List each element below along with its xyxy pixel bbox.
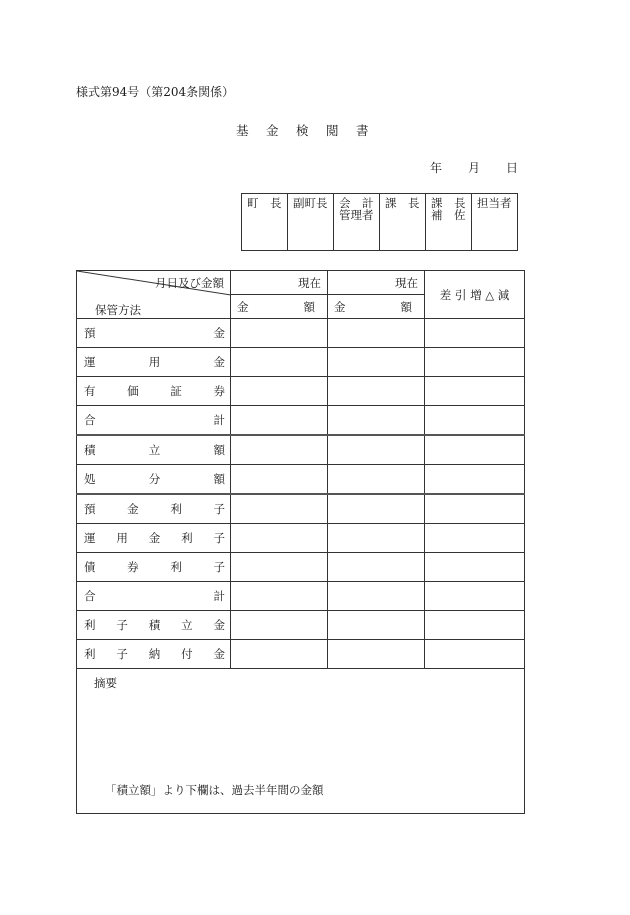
summary-cell <box>77 669 525 814</box>
diff-cell[interactable] <box>425 640 525 669</box>
form-number: 様式第94号（第204条関係） <box>76 85 235 99</box>
diff-cell[interactable] <box>425 319 525 348</box>
table-row <box>77 348 525 377</box>
approval-cell <box>242 194 288 251</box>
table-row <box>77 465 525 495</box>
summary-label: 摘要 <box>94 676 117 690</box>
row-label-char: 証 <box>170 384 182 398</box>
approval-label: 管理者 <box>339 208 374 222</box>
row-label-char: 金 <box>213 618 225 632</box>
row-label-char: 券 <box>213 384 225 398</box>
row-label-char: 立 <box>181 618 193 632</box>
approval-label: 副町長 <box>293 196 328 210</box>
fund-table <box>76 270 525 814</box>
date-line <box>430 159 518 176</box>
row-label-cell <box>77 640 231 669</box>
row-label-char: 有 <box>84 384 96 398</box>
row-label-char: 券 <box>127 560 139 574</box>
amount-cell[interactable] <box>328 611 425 640</box>
amount-cell[interactable] <box>231 348 328 377</box>
row-label-char: 利 <box>84 618 96 632</box>
diff-cell[interactable] <box>425 611 525 640</box>
col-header-now1: 現在 <box>231 271 328 295</box>
amount-cell[interactable] <box>328 435 425 465</box>
row-label-char: 金 <box>213 647 225 661</box>
amount-cell[interactable] <box>328 553 425 582</box>
approval-cell <box>472 194 518 251</box>
approval-cell <box>288 194 334 251</box>
row-label-char: 子 <box>116 618 128 632</box>
amount-cell[interactable] <box>328 319 425 348</box>
row-label-char: 利 <box>181 531 193 545</box>
row-label-char: 積 <box>84 443 96 457</box>
amount-cell[interactable] <box>328 582 425 611</box>
row-label-char: 付 <box>181 647 193 661</box>
row-label-char: 利 <box>84 647 96 661</box>
diag-bottom-label: 保管方法 <box>95 303 141 317</box>
row-label-char: 子 <box>213 502 225 516</box>
diagonal-header-cell <box>77 271 231 319</box>
row-label-cell <box>77 319 231 348</box>
table-row <box>77 611 525 640</box>
row-label-cell <box>77 611 231 640</box>
row-label-cell <box>77 348 231 377</box>
amount-cell[interactable] <box>231 582 328 611</box>
footnote: 「積立額」より下欄は、過去半年間の金額 <box>105 783 324 797</box>
row-label-char: 金 <box>127 502 139 516</box>
diff-cell[interactable] <box>425 553 525 582</box>
row-label-char: 債 <box>84 560 96 574</box>
amount-label: 額 <box>400 299 412 314</box>
row-label-char: 積 <box>148 618 161 632</box>
row-label-cell <box>77 406 231 436</box>
diff-cell[interactable] <box>425 494 525 524</box>
amount-cell[interactable] <box>328 465 425 495</box>
diff-cell[interactable] <box>425 406 525 436</box>
approval-label: 補 佐 <box>431 208 466 222</box>
row-label-cell <box>77 582 231 611</box>
approval-label: 課 長 <box>431 196 466 210</box>
table-row <box>77 553 525 582</box>
row-label-char: 子 <box>116 647 128 661</box>
row-label-char: 金 <box>213 355 225 369</box>
table-row <box>77 640 525 669</box>
amount-cell[interactable] <box>231 465 328 495</box>
title-char: 閲 <box>326 123 339 138</box>
row-label-char: 利 <box>170 560 182 574</box>
document-title <box>236 121 386 139</box>
row-label-char: 価 <box>127 384 139 398</box>
amount-cell[interactable] <box>231 406 328 436</box>
amount-cell[interactable] <box>328 377 425 406</box>
table-row <box>77 524 525 553</box>
amount-label: 額 <box>303 299 315 314</box>
row-label-char: 処 <box>84 472 96 486</box>
amount-cell[interactable] <box>328 406 425 436</box>
row-label-char: 立 <box>148 443 161 457</box>
row-label-char: 分 <box>148 472 161 486</box>
row-label-cell <box>77 524 231 553</box>
approval-cell <box>426 194 472 251</box>
title-char: 検 <box>296 123 309 138</box>
table-body <box>77 319 525 669</box>
approval-label: 町 長 <box>247 196 282 210</box>
row-label-char: 子 <box>213 560 225 574</box>
diag-top-label: 月日及び金額 <box>155 276 224 290</box>
amount-cell[interactable] <box>231 524 328 553</box>
date-year: 年 <box>430 161 443 175</box>
amount-cell[interactable] <box>231 611 328 640</box>
diff-cell[interactable] <box>425 348 525 377</box>
row-label-char: 合 <box>84 413 96 427</box>
amount-header-cell <box>328 295 425 319</box>
approval-label: 会 計 <box>339 196 374 210</box>
amount-cell[interactable] <box>328 348 425 377</box>
diff-cell[interactable] <box>425 435 525 465</box>
amount-label: 金 <box>334 299 346 314</box>
amount-cell[interactable] <box>231 553 328 582</box>
table-row <box>77 494 525 524</box>
amount-label: 金 <box>237 299 249 314</box>
approval-stamp-table <box>241 193 518 251</box>
amount-cell[interactable] <box>231 640 328 669</box>
diff-cell[interactable] <box>425 524 525 553</box>
table-row <box>77 406 525 436</box>
approval-label: 担当者 <box>477 196 512 210</box>
table-row <box>77 435 525 465</box>
table-row <box>77 582 525 611</box>
table-row <box>77 319 525 348</box>
row-label-char: 金 <box>148 531 161 545</box>
amount-cell[interactable] <box>231 319 328 348</box>
approval-cell <box>380 194 426 251</box>
row-label-cell <box>77 465 231 495</box>
row-label-char: 預 <box>84 326 96 340</box>
row-label-char: 額 <box>213 472 225 486</box>
row-label-char: 計 <box>213 589 225 603</box>
row-label-char: 計 <box>213 413 225 427</box>
row-label-char: 子 <box>213 531 225 545</box>
title-char: 金 <box>266 123 279 138</box>
diff-cell[interactable] <box>425 582 525 611</box>
row-label-char: 合 <box>84 589 96 603</box>
amount-cell[interactable] <box>328 494 425 524</box>
approval-cell <box>334 194 380 251</box>
amount-header-cell <box>231 295 328 319</box>
row-label-cell <box>77 435 231 465</box>
date-month: 月 <box>468 161 481 175</box>
title-char: 書 <box>356 123 369 138</box>
date-day: 日 <box>506 161 519 175</box>
col-header-diff: 差 引 増 △ 減 <box>425 271 525 319</box>
approval-label: 課 長 <box>385 196 420 210</box>
row-label-cell <box>77 553 231 582</box>
row-label-char: 用 <box>116 531 128 545</box>
amount-cell[interactable] <box>231 494 328 524</box>
col-header-now2: 現在 <box>328 271 425 295</box>
row-label-char: 用 <box>148 355 161 369</box>
row-label-char: 額 <box>213 443 225 457</box>
amount-cell[interactable] <box>231 377 328 406</box>
title-char: 基 <box>236 123 249 138</box>
row-label-char: 預 <box>84 502 96 516</box>
row-label-char: 金 <box>213 326 225 340</box>
row-label-cell <box>77 494 231 524</box>
row-label-char: 利 <box>170 502 182 516</box>
amount-cell[interactable] <box>231 435 328 465</box>
row-label-char: 納 <box>148 647 161 661</box>
table-row <box>77 377 525 406</box>
row-label-cell <box>77 377 231 406</box>
diff-cell[interactable] <box>425 465 525 495</box>
row-label-char: 運 <box>84 355 96 369</box>
amount-cell[interactable] <box>328 640 425 669</box>
diff-cell[interactable] <box>425 377 525 406</box>
amount-cell[interactable] <box>328 524 425 553</box>
row-label-char: 運 <box>84 531 96 545</box>
